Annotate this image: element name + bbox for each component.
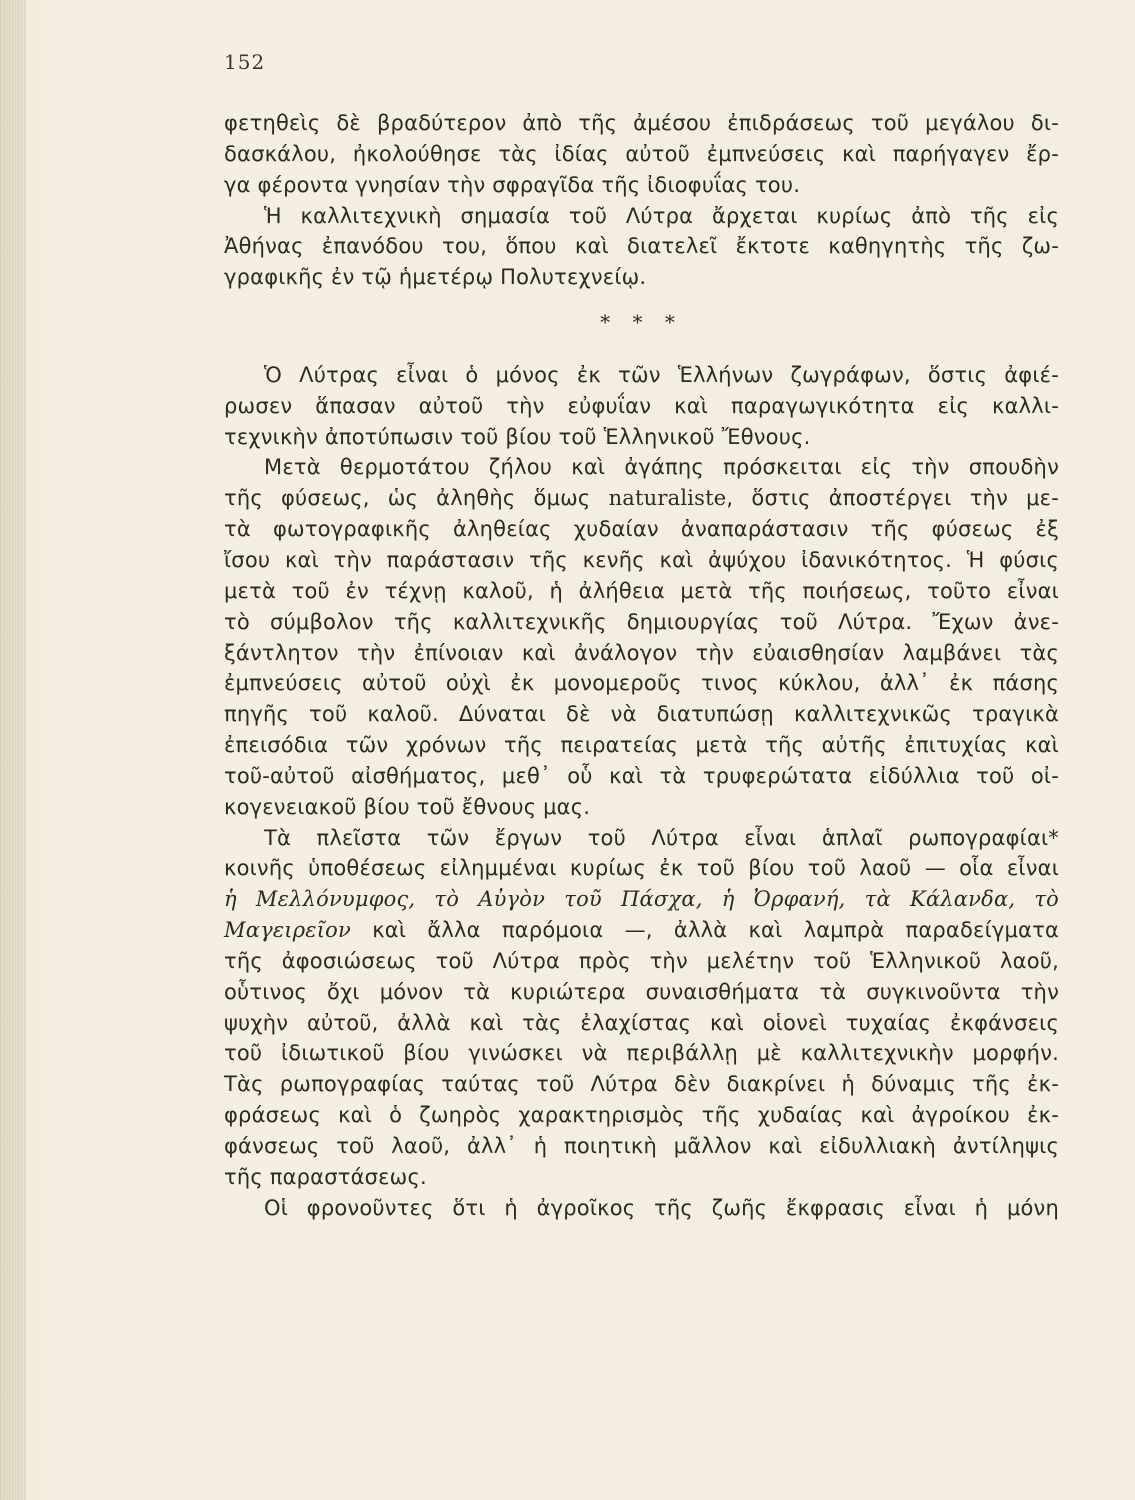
text-line: οὗτινος ὄχι μόνον τὰ κυριώτερα συναισθήματα τὰ συγκινοῦντα τὴν [224, 979, 1059, 1004]
text-line: Οἱ φρονοῦντες ὅτι ἡ ἀγροῖκος τῆς ζωῆς ἔκφρασις εἶναι ἡ μόνη [264, 1195, 1059, 1220]
text-line: πηγῆς τοῦ καλοῦ. Δύναται δὲ νὰ διατυπώσῃ καλλιτεχνικῶς τραγικὰ [224, 702, 1059, 727]
text-line: Μετὰ θερμοτάτου ζήλου καὶ ἀγάπης πρόσκειται εἰς τὴν σπουδὴν [264, 455, 1059, 480]
italic-title: Μαγειρεῖον [224, 918, 351, 943]
text-line: τῆς ἀφοσιώσεως τοῦ Λύτρα πρὸς τὴν μελέτην τοῦ Ἑλληνικοῦ λαοῦ, [224, 948, 1059, 973]
page-number: 152 [224, 50, 266, 74]
text-line: μετὰ τοῦ ἐν τέχνῃ καλοῦ, ἡ ἀλήθεια μετὰ τῆς ποιήσεως, τοῦτο εἶναι [224, 578, 1059, 603]
foreign-word: naturaliste [608, 486, 727, 511]
text-line: Ἀθήνας ἐπανόδου του, ὅπου καὶ διατελεῖ ἔκτοτε καθηγητὴς τῆς ζω- [224, 234, 1059, 259]
text-line: τῆς παραστάσεως. [224, 1164, 427, 1189]
text-line: τοῦ-αὐτοῦ αἰσθήματος, μεθ᾽ οὗ καὶ τὰ τρυφερώτατα εἰδύλλια τοῦ οἰ- [224, 763, 1059, 788]
text-line: τοῦ ἰδιωτικοῦ βίου γινώσκει νὰ περιβάλλῃ μὲ καλλιτεχνικὴν μορφήν. [224, 1041, 1059, 1066]
text-line [224, 915, 1059, 946]
text-line: τεχνικὴν ἀποτύπωσιν τοῦ βίου τοῦ Ἑλληνικοῦ Ἔθνους. [224, 424, 811, 449]
text-line: Ἡ καλλιτεχνικὴ σημασία τοῦ Λύτρα ἄρχεται κυρίως ἀπὸ τῆς εἰς [264, 203, 1059, 228]
page-stack-edge [0, 0, 26, 1500]
text-line: κοινῆς ὑποθέσεως εἰλημμέναι κυρίως ἐκ τοῦ βίου τοῦ λαοῦ — οἷα εἶναι [224, 856, 1059, 881]
text-line: τὰ φωτογραφικῆς ἀληθείας χυδαίαν ἀναπαράστασιν τῆς φύσεως ἐξ [224, 517, 1059, 542]
text-line: φάνσεως τοῦ λαοῦ, ἀλλ᾽ ἡ ποιητικὴ μᾶλλον καὶ εἰδυλλιακὴ ἀντίληψις [224, 1134, 1059, 1158]
text-line: φετηθεὶς δὲ βραδύτερον ἀπὸ τῆς ἀμέσου ἐπιδράσεως τοῦ μεγάλου δι- [224, 111, 1059, 135]
text-segment: , ὅστις ἀποστέργει τὴν με- [726, 486, 1059, 511]
section-gap [224, 338, 1059, 360]
text-line: ἐπεισόδια τῶν χρόνων τῆς πειρατείας μετὰ τῆς αὐτῆς ἐπιτυχίας καὶ [224, 733, 1059, 758]
text-line: ἐμπνεύσεις αὐτοῦ οὐχὶ ἐκ μονομεροῦς τινος κύκλου, ἀλλ᾽ ἐκ πάσης [224, 671, 1059, 696]
text-line: φράσεως καὶ ὁ ζωηρὸς χαρακτηρισμὸς τῆς χυδαίας καὶ ἀγροίκου ἐκ- [224, 1103, 1059, 1128]
text-line: κογενειακοῦ βίου τοῦ ἔθνους μας. [224, 794, 591, 819]
section-break-asterisks: * * * [600, 310, 683, 335]
text-line: ψυχὴν αὐτοῦ, ἀλλὰ καὶ τὰς ἐλαχίστας καὶ οἱονεὶ τυχαίας ἐκφάνσεις [224, 1010, 1059, 1035]
text-line [224, 483, 1059, 514]
text-line: Ὁ Λύτρας εἶναι ὁ μόνος ἐκ τῶν Ἑλλήνων ζωγράφων, ὅστις ἀφιέ- [264, 362, 1059, 387]
italic-titles-line: ἡ Μελλόνυμφος, τὸ Αὐγὸν τοῦ Πάσχα, ἡ Ὀρφανή, τὰ Κάλανδα, τὸ [224, 887, 1059, 912]
text-line: ἴσου καὶ τὴν παράστασιν τῆς κενῆς καὶ ἀψύχου ἰδανικότητος. Ἡ φύσις [224, 547, 1059, 572]
body-text [224, 108, 1059, 1224]
text-segment: τῆς φύσεως, ὡς ἀληθὴς ὅμως [224, 486, 609, 511]
text-line: ξάντλητον τὴν ἐπίνοιαν καὶ ἀνάλογον τὴν εὐαισθησίαν λαμβάνει τὰς [224, 640, 1059, 665]
text-line: γα φέροντα γνησίαν τὴν σφραγῖδα τῆς ἰδιοφυΐας του. [224, 172, 801, 197]
text-line: δασκάλου, ἠκολούθησε τὰς ἰδίας αὐτοῦ ἐμπνεύσεις καὶ παρήγαγεν ἔρ- [224, 141, 1059, 166]
text-segment: καὶ ἄλλα παρόμοια —, ἀλλὰ καὶ λαμπρὰ παραδείγματα [351, 918, 1059, 943]
text-line: γραφικῆς ἐν τῷ ἡμετέρῳ Πολυτεχνείῳ. [224, 265, 647, 290]
text-line: τὸ σύμβολον τῆς καλλιτεχνικῆς δημιουργίας τοῦ Λύτρα. Ἔχων ἀνε- [224, 609, 1059, 634]
text-line: ρωσεν ἅπασαν αὐτοῦ τὴν εὐφυΐαν καὶ παραγωγικότητα εἰς καλλι- [224, 393, 1059, 418]
text-line: Τὰς ρωπογραφίας ταύτας τοῦ Λύτρα δὲν διακρίνει ἡ δύναμις τῆς ἐκ- [224, 1072, 1059, 1097]
text-line: Τὰ πλεῖστα τῶν ἔργων τοῦ Λύτρα εἶναι ἁπλαῖ ρωπογραφίαι* [264, 825, 1059, 850]
